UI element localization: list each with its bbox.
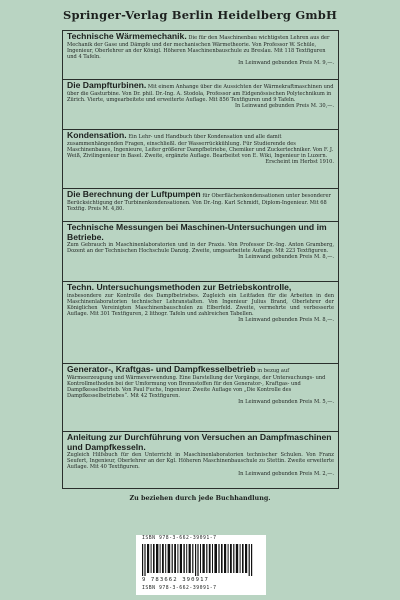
book-price: In Leinwand gebunden Preis M. 9,—. [238, 60, 334, 67]
book-entry [63, 363, 338, 406]
book-title: Die Dampfturbinen. [67, 80, 147, 90]
book-title: Anleitung zur Durchführung von Versuchen an Dampfmaschinen und Dampfkesseln. [67, 432, 332, 452]
book-description: Die für den Maschinenbau wichtigsten Lehren aus der Mechanik der Gase und Dämpfe und der mechanischen Wärmetheorie. Von Professor W. Schüle, Ingenieur, Oberlehrer an der Königl. Höheren Maschinenbauschule zu Breslau. Mit 118 Textfiguren und 4 Tafeln. [67, 35, 330, 60]
book-title: Kondensation. [67, 130, 127, 140]
book-description: Mit einem Anhange über die Aussichten der Wärmekraftmaschinen und über die Gasturbine. Von Dr. phil. Dr.-Ing. A. Stodola, Professor am Eidgenössischen Polytechnikum in Zürich. Vierte, umgearbeitete und erweiterte Auflage. Mit 856 Textfiguren und 9 Tafeln. [67, 84, 334, 103]
book-title: Techn. Untersuchungsmethoden zur Betriebskontrolle, [67, 282, 292, 292]
availability-note: Zu beziehen durch jede Buchhandlung. [129, 494, 271, 502]
catalog-frame [62, 30, 339, 489]
book-entry [63, 281, 338, 324]
isbn-top-text: ISBN 978-3-662-39091-7 [142, 536, 217, 541]
book-entry [63, 31, 338, 66]
book-title: Generator-, Kraftgas- und Dampfkesselbetrieb [67, 364, 256, 374]
book-price: In Leinwand gebunden Preis M. 5,—. [238, 399, 334, 406]
book-entry [63, 129, 338, 165]
book-title: Technische Messungen bei Maschinen-Untersuchungen und im Betriebe. [67, 222, 327, 242]
barcode-icon [142, 544, 260, 576]
book-description: Zugleich Hilfsbuch für den Unterricht in Maschinenlaboratorien technischer Schulen. Von Franz Seufert, Ingenieur, Oberlehrer an der Kgl. Höheren Maschinenbauschule zu Stettin. Zweite erweiterte Auflage. Mit 40 Textfiguren. [67, 452, 334, 471]
book-entry [63, 221, 338, 261]
book-description: in bezug auf Wärmeerzeugung und Wärmeverwendung. Eine Darstellung der Vorgänge, der Untersuchungs- und Kontrollmethoden bei der Umformung von Brennstoffen für den Generator-, Kraftgas- und Dampfkesselbetrieb. Von Paul Fuchs, Ingenieur. Zweite Auflage von „Die Kontrolle des Dampfkesselbetriebes“. Mit 42 Textfiguren. [67, 368, 326, 400]
book-title: Technische Wärmemechanik. [67, 31, 187, 41]
book-entry [63, 431, 338, 477]
book-price: In Leinwand gebunden Preis M. 2,—. [238, 470, 334, 477]
book-price: Erscheint im Herbst 1910. [265, 159, 334, 166]
book-entry [63, 188, 338, 212]
book-price: In Leinwand gebunden Preis M. 8,—. [238, 254, 334, 261]
isbn-bottom-text: ISBN 978-3-662-39091-7 [142, 586, 217, 591]
book-description: Ein Lehr- und Handbuch über Kondensation und alle damit zusammenhängenden Fragen, einschließl. der Wasserrückkühlung. Für Studierende des Maschinenbaues, Ingenieure, Leiter größerer Dampfbetriebe, Chemiker und Zuckertechniker. Von F. J. Weiß, Zivilingenieur in Basel. Zweite, ergänzte Auflage. Bearbeitet von E. Wiki, Ingenieur in Luzern. [67, 134, 334, 159]
barcode-digits: 9 783662 390917 [142, 577, 210, 583]
book-description: für Oberflächenkondensationen unter besonderer Berücksichtigung der Turbinenkondensationen. Von Dr.-Ing. Karl Schmidt, Diplom-Ingenieur. Mit 68 Textfig. Preis M. 4,80. [67, 193, 331, 212]
book-title: Die Berechnung der Luftpumpen [67, 189, 201, 199]
publisher-name: Springer-Verlag Berlin Heidelberg GmbH [62, 8, 338, 22]
book-description: insbesondere zur Kontrolle des Dampfbetriebes. Zugleich ein Leitfaden für die Arbeiten in den Maschinenlaboratorien technischer Lehranstalten. Von Ingenieur Julius Brand, Oberlehrer der Königlichen Vereinigten Maschinenbauschulen zu Elberfeld. Zweite, vermehrte und verbesserte Auflage. Mit 301 Textfiguren, 2 lithogr. Tafeln und zahlreichen Tabellen. [67, 292, 334, 318]
book-price: In Leinwand gebunden Preis M. 8,—. [238, 317, 334, 324]
book-price: In Leinwand gebunden Preis M. 30,—. [234, 102, 334, 109]
barcode-label [136, 535, 266, 595]
book-entry [63, 79, 338, 109]
book-description: Zum Gebrauch in Maschinenlaboratorien und in der Praxis. Von Professor Dr.-Ing. Anton Gramberg, Dozent an der Technischen Hochschule Danzig. Zweite, umgearbeitete Auflage. Mit 223 Textfiguren. [67, 242, 334, 255]
